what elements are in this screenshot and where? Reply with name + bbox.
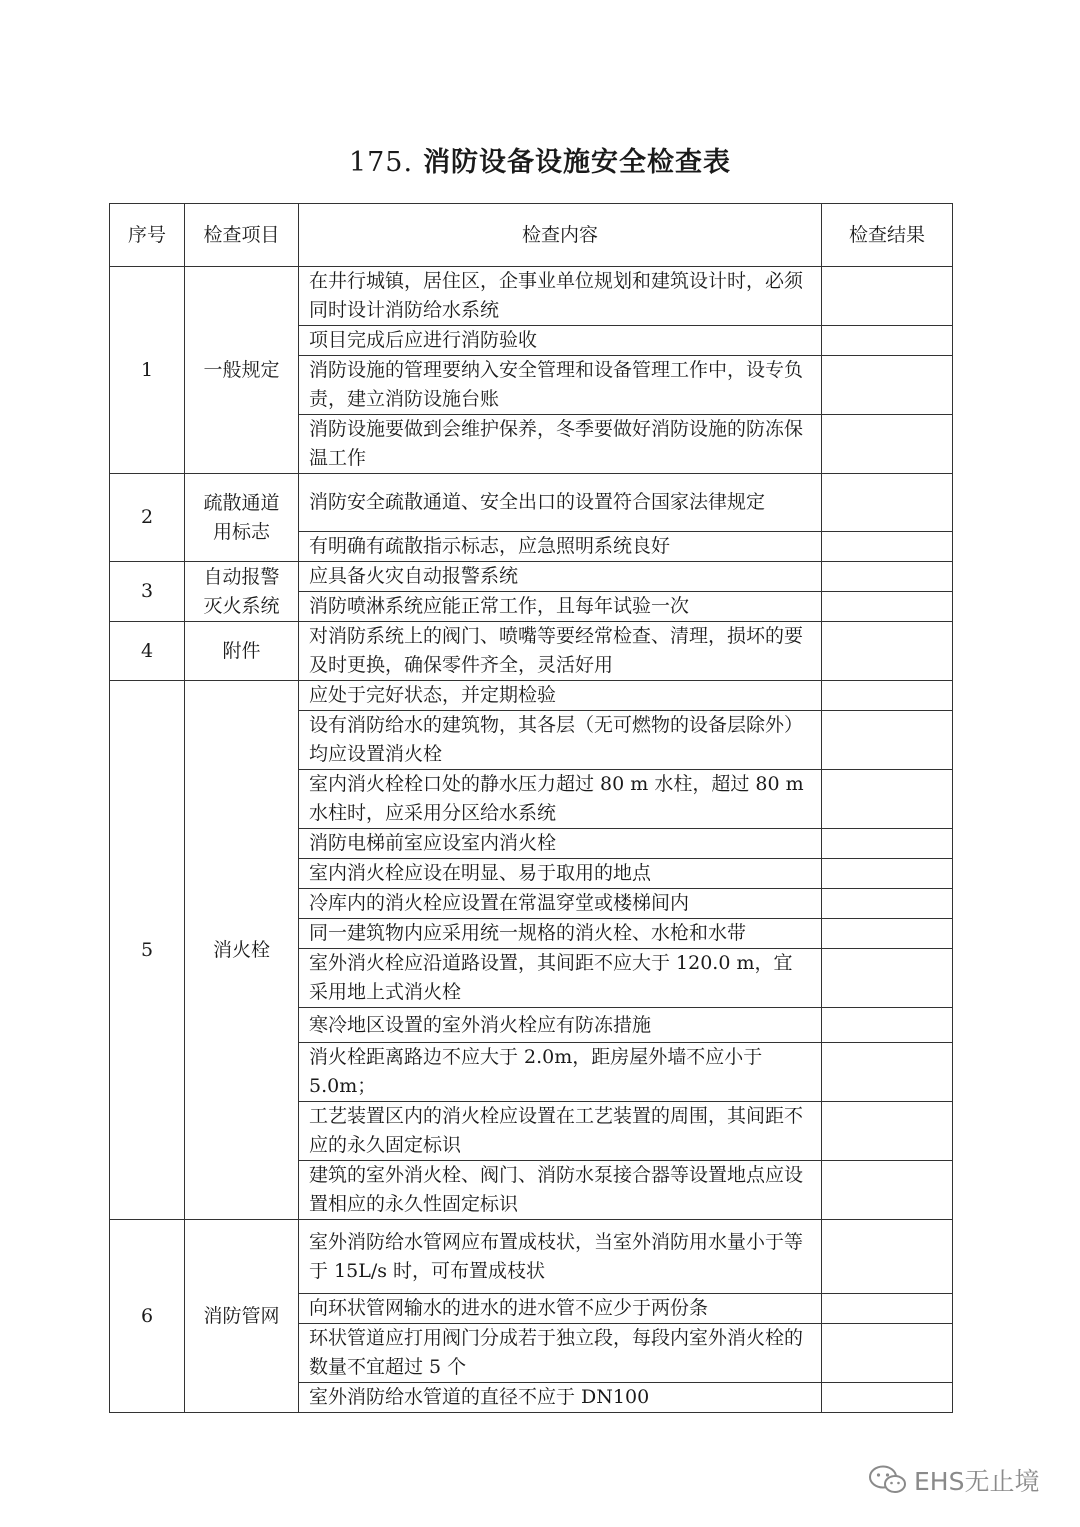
watermark-text: EHS无止境 xyxy=(914,1467,1040,1496)
content-cell: 有明确有疏散指示标志，应急照明系统良好 xyxy=(299,532,822,562)
content-cell: 对消防系统上的阀门、喷嘴等要经常检查、清理，损坏的要及时更换，确保零件齐全，灵活好用 xyxy=(299,622,822,681)
content-cell: 室外消火栓应沿道路设置，其间距不应大于 120.0 m，宜采用地上式消火栓 xyxy=(299,949,822,1008)
seq-cell: 4 xyxy=(110,622,185,681)
item-cell: 自动报警灭火系统 xyxy=(185,562,299,622)
content-cell: 应具备火灾自动报警系统 xyxy=(299,562,822,592)
content-cell: 向环状管网输水的进水的进水管不应少于两份条 xyxy=(299,1294,822,1324)
result-cell[interactable] xyxy=(822,1102,953,1161)
inspection-table xyxy=(109,203,953,1413)
page-title xyxy=(0,140,1080,179)
result-cell[interactable] xyxy=(822,562,953,592)
result-cell[interactable] xyxy=(822,532,953,562)
result-cell[interactable] xyxy=(822,1043,953,1102)
result-cell[interactable] xyxy=(822,326,953,356)
content-cell: 设有消防给水的建筑物，其各层（无可燃物的设备层除外）均应设置消火栓 xyxy=(299,711,822,770)
result-cell[interactable] xyxy=(822,267,953,326)
result-cell[interactable] xyxy=(822,681,953,711)
result-cell[interactable] xyxy=(822,592,953,622)
header-item: 检查项目 xyxy=(185,204,299,267)
result-cell[interactable] xyxy=(822,770,953,829)
item-cell: 一般规定 xyxy=(185,267,299,474)
content-cell: 消防电梯前室应设室内消火栓 xyxy=(299,829,822,859)
content-cell: 项目完成后应进行消防验收 xyxy=(299,326,822,356)
content-cell: 应处于完好状态，并定期检验 xyxy=(299,681,822,711)
result-cell[interactable] xyxy=(822,1383,953,1413)
watermark xyxy=(868,1462,1039,1498)
table-row xyxy=(110,474,953,532)
result-cell[interactable] xyxy=(822,1008,953,1043)
content-cell: 在井行城镇，居住区，企事业单位规划和建筑设计时，必须同时设计消防给水系统 xyxy=(299,267,822,326)
item-cell: 疏散通道用标志 xyxy=(185,474,299,562)
content-cell: 室内消火栓应设在明显、易于取用的地点 xyxy=(299,859,822,889)
content-cell: 消火栓距离路边不应大于 2.0m，距房屋外墙不应小于 5.0m； xyxy=(299,1043,822,1102)
wechat-icon xyxy=(868,1464,908,1496)
content-cell: 环状管道应打用阀门分成若于独立段，每段内室外消火栓的数量不宜超过 5 个 xyxy=(299,1324,822,1383)
content-cell: 冷库内的消火栓应设置在常温穿堂或楼梯间内 xyxy=(299,889,822,919)
table-row xyxy=(110,681,953,711)
content-cell: 室外消防给水管道的直径不应于 DN100 xyxy=(299,1383,822,1413)
seq-cell: 1 xyxy=(110,267,185,474)
table-body xyxy=(110,267,953,1413)
item-cell: 消火栓 xyxy=(185,681,299,1220)
result-cell[interactable] xyxy=(822,356,953,415)
content-cell: 室外消防给水管网应布置成枝状，当室外消防用水量小于等于 15L/s 时，可布置成枝状 xyxy=(299,1220,822,1294)
seq-cell: 5 xyxy=(110,681,185,1220)
content-cell: 工艺装置区内的消火栓应设置在工艺装置的周围，其间距不应的永久固定标识 xyxy=(299,1102,822,1161)
table-row xyxy=(110,267,953,326)
result-cell[interactable] xyxy=(822,415,953,474)
table-row xyxy=(110,622,953,681)
title-text: 消防设备设施安全检查表 xyxy=(423,147,732,178)
result-cell[interactable] xyxy=(822,919,953,949)
title-number: 175. xyxy=(348,147,414,178)
content-cell: 室内消火栓栓口处的静水压力超过 80 m 水柱，超过 80 m 水柱时，应采用分区给水系统 xyxy=(299,770,822,829)
result-cell[interactable] xyxy=(822,1324,953,1383)
content-cell: 消防安全疏散通道、安全出口的设置符合国家法律规定 xyxy=(299,474,822,532)
result-cell[interactable] xyxy=(822,711,953,770)
result-cell[interactable] xyxy=(822,889,953,919)
header-content: 检查内容 xyxy=(299,204,822,267)
table-row xyxy=(110,562,953,592)
result-cell[interactable] xyxy=(822,949,953,1008)
content-cell: 消防喷淋系统应能正常工作，且每年试验一次 xyxy=(299,592,822,622)
result-cell[interactable] xyxy=(822,622,953,681)
result-cell[interactable] xyxy=(822,1161,953,1220)
result-cell[interactable] xyxy=(822,1220,953,1294)
result-cell[interactable] xyxy=(822,859,953,889)
content-cell: 消防设施的管理要纳入安全管理和设备管理工作中，设专负责，建立消防设施台账 xyxy=(299,356,822,415)
item-cell: 附件 xyxy=(185,622,299,681)
seq-cell: 6 xyxy=(110,1220,185,1413)
table-header-row xyxy=(110,204,953,267)
result-cell[interactable] xyxy=(822,829,953,859)
item-cell: 消防管网 xyxy=(185,1220,299,1413)
content-cell: 消防设施要做到会维护保养，冬季要做好消防设施的防冻保温工作 xyxy=(299,415,822,474)
result-cell[interactable] xyxy=(822,1294,953,1324)
seq-cell: 2 xyxy=(110,474,185,562)
content-cell: 同一建筑物内应采用统一规格的消火栓、水枪和水带 xyxy=(299,919,822,949)
seq-cell: 3 xyxy=(110,562,185,622)
result-cell[interactable] xyxy=(822,474,953,532)
content-cell: 建筑的室外消火栓、阀门、消防水泵接合器等设置地点应设置相应的永久性固定标识 xyxy=(299,1161,822,1220)
header-result: 检查结果 xyxy=(822,204,953,267)
header-seq: 序号 xyxy=(110,204,185,267)
table-row xyxy=(110,1220,953,1294)
content-cell: 寒冷地区设置的室外消火栓应有防冻措施 xyxy=(299,1008,822,1043)
